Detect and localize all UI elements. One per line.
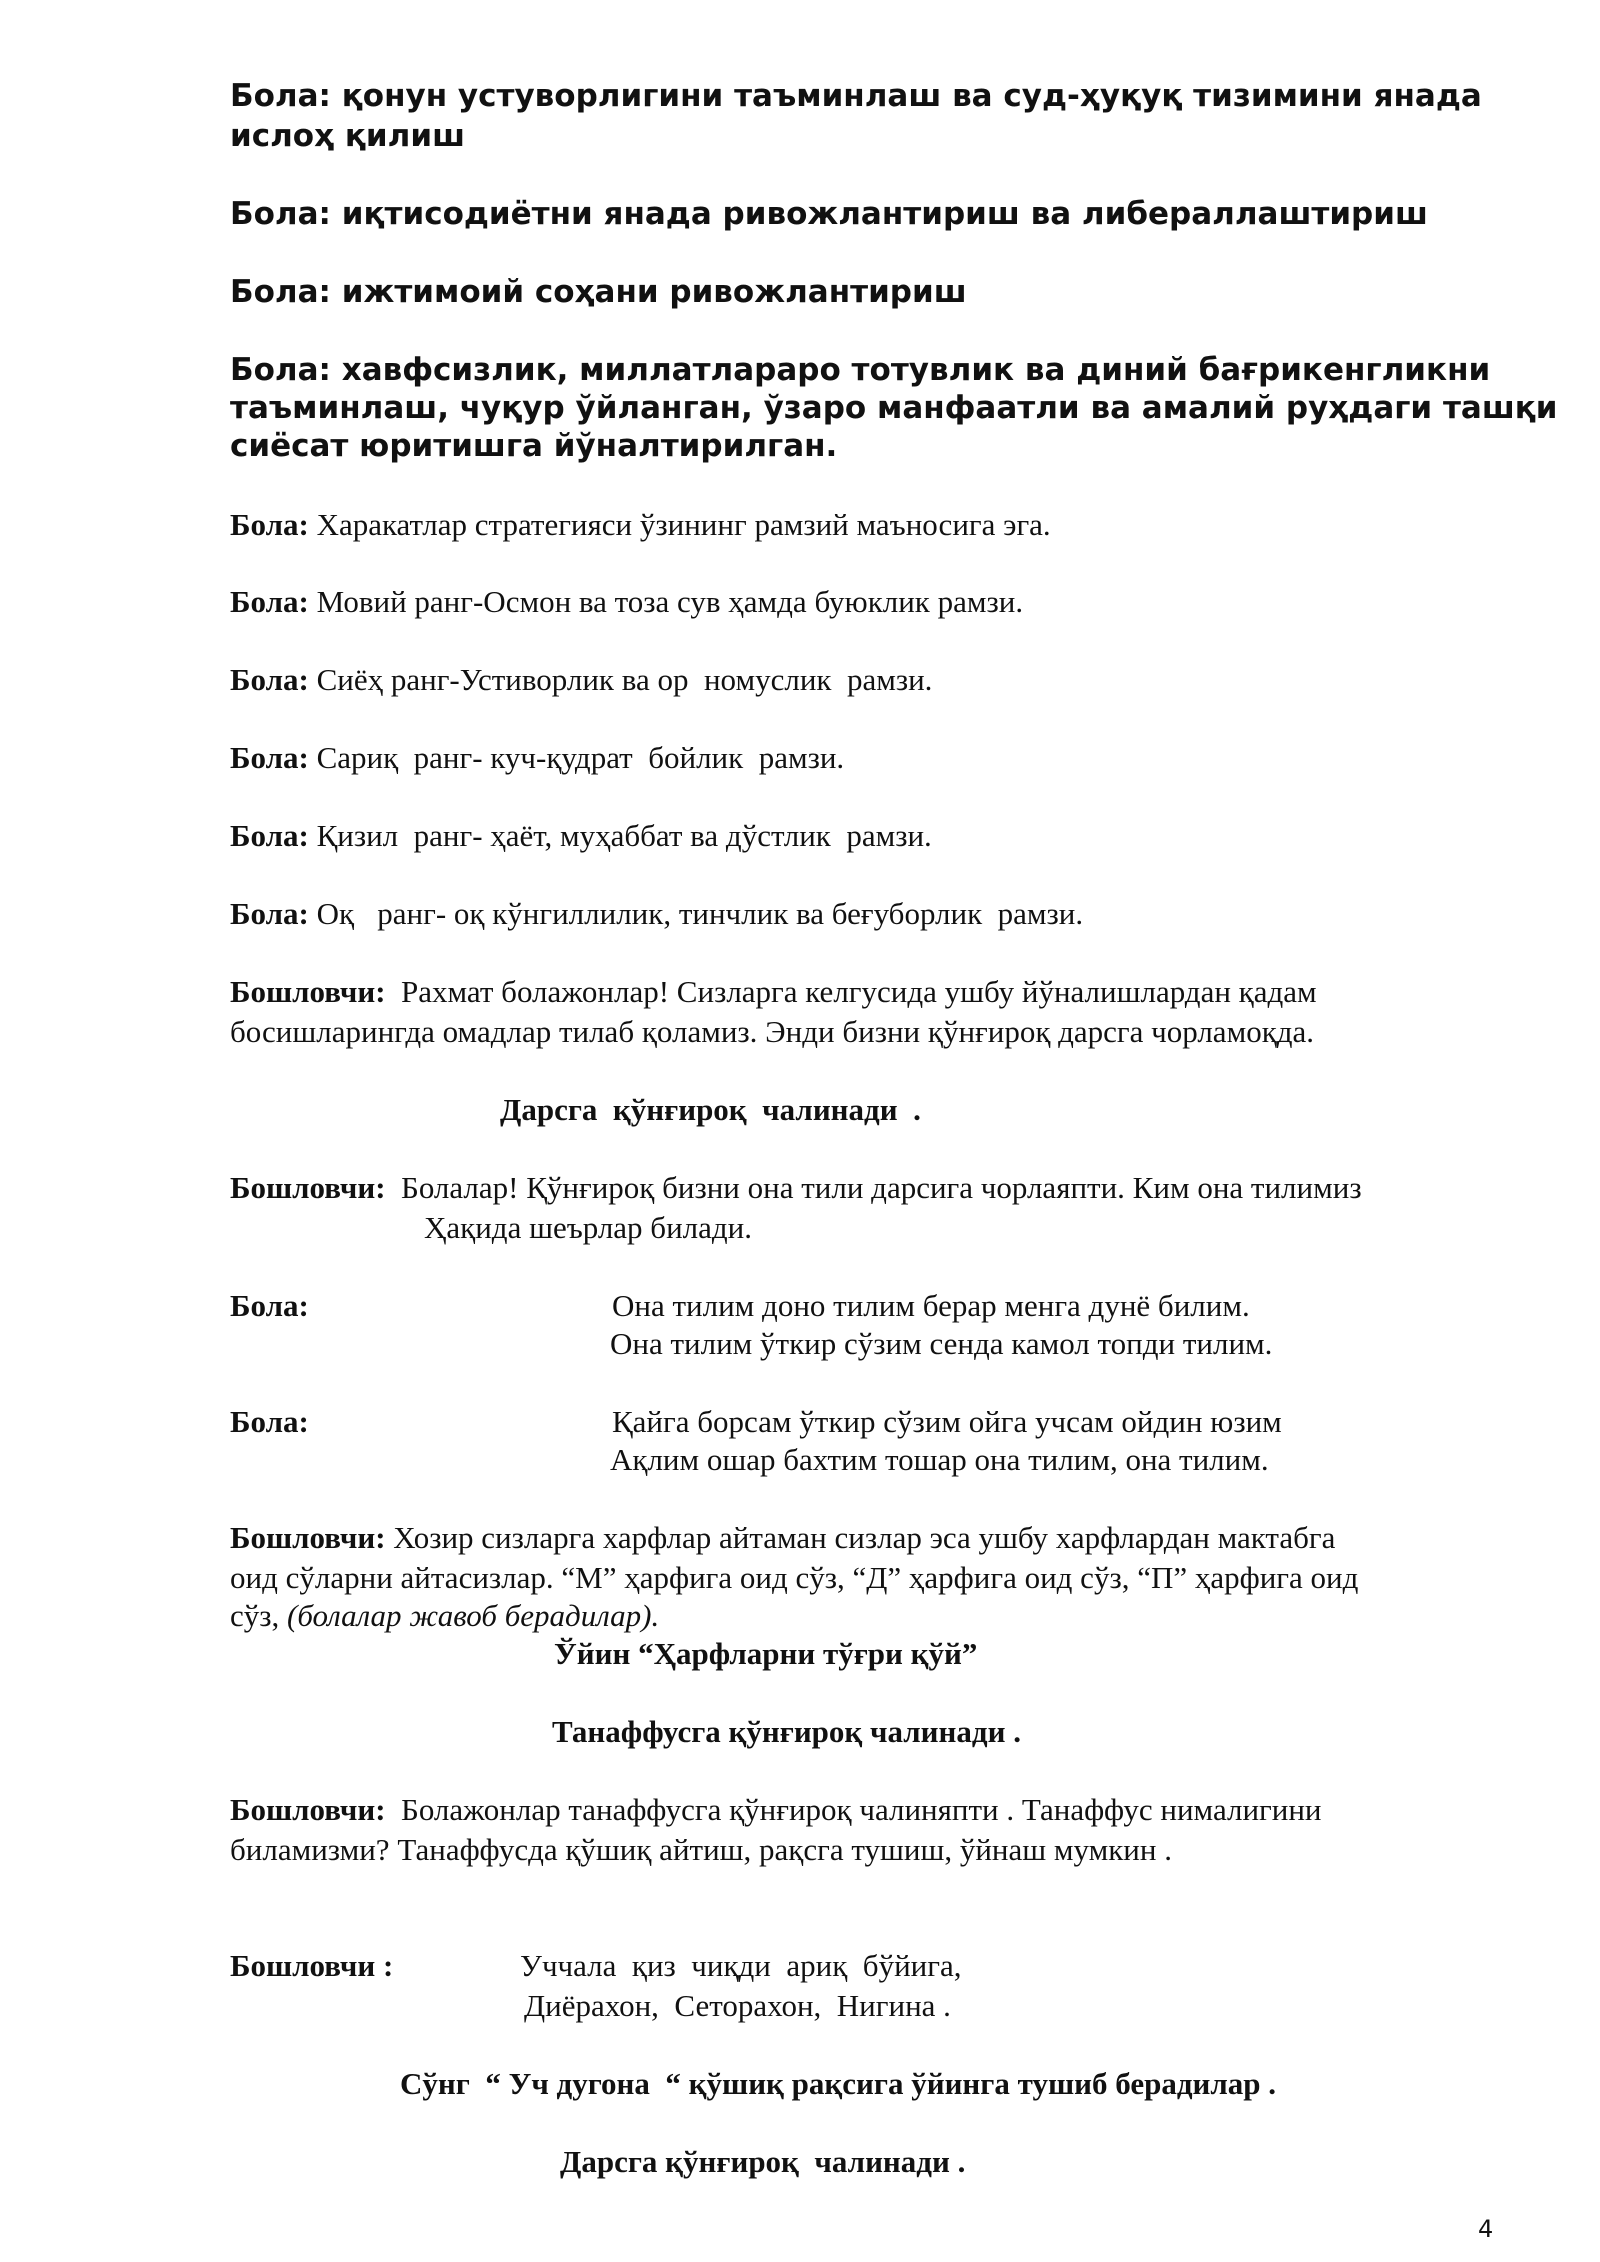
goal-3 (230, 272, 967, 312)
speaker-label: Бола: (230, 662, 309, 697)
goal-text: хавфсизлик, миллатлараро тотувлик ва диний бағрикенгликни (341, 352, 1491, 388)
symbol-text: Харакатлар стратегияси ўзининг рамзий маъносига эга. (308, 507, 1051, 542)
speaker-label: Бошловчи: (230, 974, 386, 1009)
page-number: 4 (1478, 2215, 1494, 2243)
symbol-line-4 (230, 738, 844, 778)
goal-text: ижтимоий соҳани ривожлантириш (341, 274, 967, 310)
speaker-label: Бола: (230, 196, 331, 232)
bell-heading-1: Дарсга қўнғироқ чалинади . (500, 1092, 921, 1127)
host-text: Хозир сизларга харфлар айтаман сизлар эса ушбу харфлардан мактабга (385, 1520, 1336, 1555)
bell-heading-2: Дарсга қўнғироқ чалинади . (560, 2144, 966, 2179)
speaker-label: Бошловчи: (230, 1520, 386, 1555)
speaker-label: Бола: (230, 507, 309, 542)
host-2-line-2: Ҳақида шеърлар билади. (424, 1210, 753, 1245)
symbol-text: Мовий ранг-Осмон ва тоза сув ҳамда буюклик рамзи. (308, 584, 1024, 619)
speaker-label: Бошловчи: (230, 1170, 386, 1205)
symbol-text: Сариқ ранг- куч-қудрат бойлик рамзи. (308, 740, 845, 775)
goal-4-line-2: таъминлаш, чуқур ўйланган, ўзаро манфаатли ва амалий руҳдаги ташқи (230, 390, 1558, 426)
host-3-line-3 (230, 1596, 659, 1636)
poem-1-speaker (230, 1286, 309, 1326)
host-text: сўз, (230, 1598, 288, 1633)
host-5-line-1: Уччала қиз чиқди ариқ бўйига, (520, 1948, 962, 1983)
goal-1-line-1 (230, 76, 1482, 116)
speaker-label: Бола: (230, 78, 331, 114)
symbol-text: Сиёҳ ранг-Устиворлик ва ор номуслик рамзи. (308, 662, 933, 697)
host-3-line-2: оид сўларни айтасизлар. “М” ҳарфига оид сўз, “Д” ҳарфига оид сўз, “П” ҳарфига оид (230, 1560, 1359, 1595)
goal-4-line-3: сиёсат юритишга йўналтирилган. (230, 428, 838, 464)
host-5-speaker (230, 1946, 393, 1986)
host-1-line-1 (230, 972, 1317, 1012)
host-4-line-1 (230, 1790, 1322, 1830)
symbol-line-6 (230, 894, 1083, 934)
speaker-label: Бошловчи: (230, 1792, 386, 1827)
speaker-label: Бола: (230, 740, 309, 775)
goal-4-line-1 (230, 350, 1490, 390)
host-2-line-1 (230, 1168, 1362, 1208)
symbol-line-2 (230, 582, 1023, 622)
host-3-line-1 (230, 1518, 1335, 1558)
stage-direction: (болалар жавоб берадилар). (287, 1598, 660, 1633)
host-4-line-2: биламизми? Танаффусда қўшиқ айтиш, рақсга тушиш, ўйнаш мумкин . (230, 1832, 1172, 1867)
game-heading: Ўйин “Ҳарфларни тўғри қўй” (554, 1636, 978, 1671)
poem-1-line-1: Она тилим доно тилим берар менга дунё билим. (612, 1288, 1250, 1323)
speaker-label: Бола: (230, 818, 309, 853)
symbol-line-1 (230, 505, 1051, 545)
host-text: Рахмат болажонлар! Сизларга келгусида ушбу йўналишлардан қадам (385, 974, 1317, 1009)
host-5-line-2: Диёрахон, Сеторахон, Нигина . (524, 1988, 951, 2023)
poem-1-line-2: Она тилим ўткир сўзим сенда камол топди тилим. (610, 1326, 1273, 1361)
host-text: Болалар! Қўнғироқ бизни она тили дарсига чорлаяпти. Ким она тилимиз (385, 1170, 1362, 1205)
speaker-label: Бошловчи : (230, 1948, 394, 1983)
poem-2-speaker (230, 1402, 309, 1442)
goal-2 (230, 194, 1428, 234)
goal-1-line-2: ислоҳ қилиш (230, 118, 465, 154)
poem-2-line-2: Ақлим ошар бахтим тошар она тилим, она тилим. (610, 1442, 1269, 1477)
speaker-label: Бола: (230, 584, 309, 619)
symbol-text: Қизил ранг- ҳаёт, муҳаббат ва дўстлик рамзи. (308, 818, 932, 853)
goal-text: иқтисодиётни янада ривожлантириш ва либераллаштириш (341, 196, 1428, 232)
symbol-line-3 (230, 660, 932, 700)
host-1-line-2: босишларингда омадлар тилаб қоламиз. Энди бизни қўнғироқ дарсга чорламоқда. (230, 1014, 1315, 1049)
symbol-text: Оқ ранг- оқ кўнгиллилик, тинчлик ва беғуборлик рамзи. (308, 896, 1084, 931)
speaker-label: Бола: (230, 352, 331, 388)
host-text: Болажонлар танаффусга қўнғироқ чалиняпти . Танаффус нималигини (385, 1792, 1322, 1827)
goal-text: қонун устуворлигини таъминлаш ва суд-ҳуқуқ тизимини янада (341, 78, 1482, 114)
speaker-label: Бола: (230, 1404, 309, 1439)
symbol-line-5 (230, 816, 932, 856)
speaker-label: Бола: (230, 1288, 309, 1323)
break-bell-heading: Танаффусга қўнғироқ чалинади . (552, 1714, 1021, 1749)
speaker-label: Бола: (230, 896, 309, 931)
speaker-label: Бола: (230, 274, 331, 310)
dance-heading: Сўнг “ Уч дугона “ қўшиқ рақсига ўйинга тушиб берадилар . (400, 2066, 1276, 2101)
poem-2-line-1: Қайга борсам ўткир сўзим ойга учсам ойдин юзим (612, 1404, 1282, 1439)
